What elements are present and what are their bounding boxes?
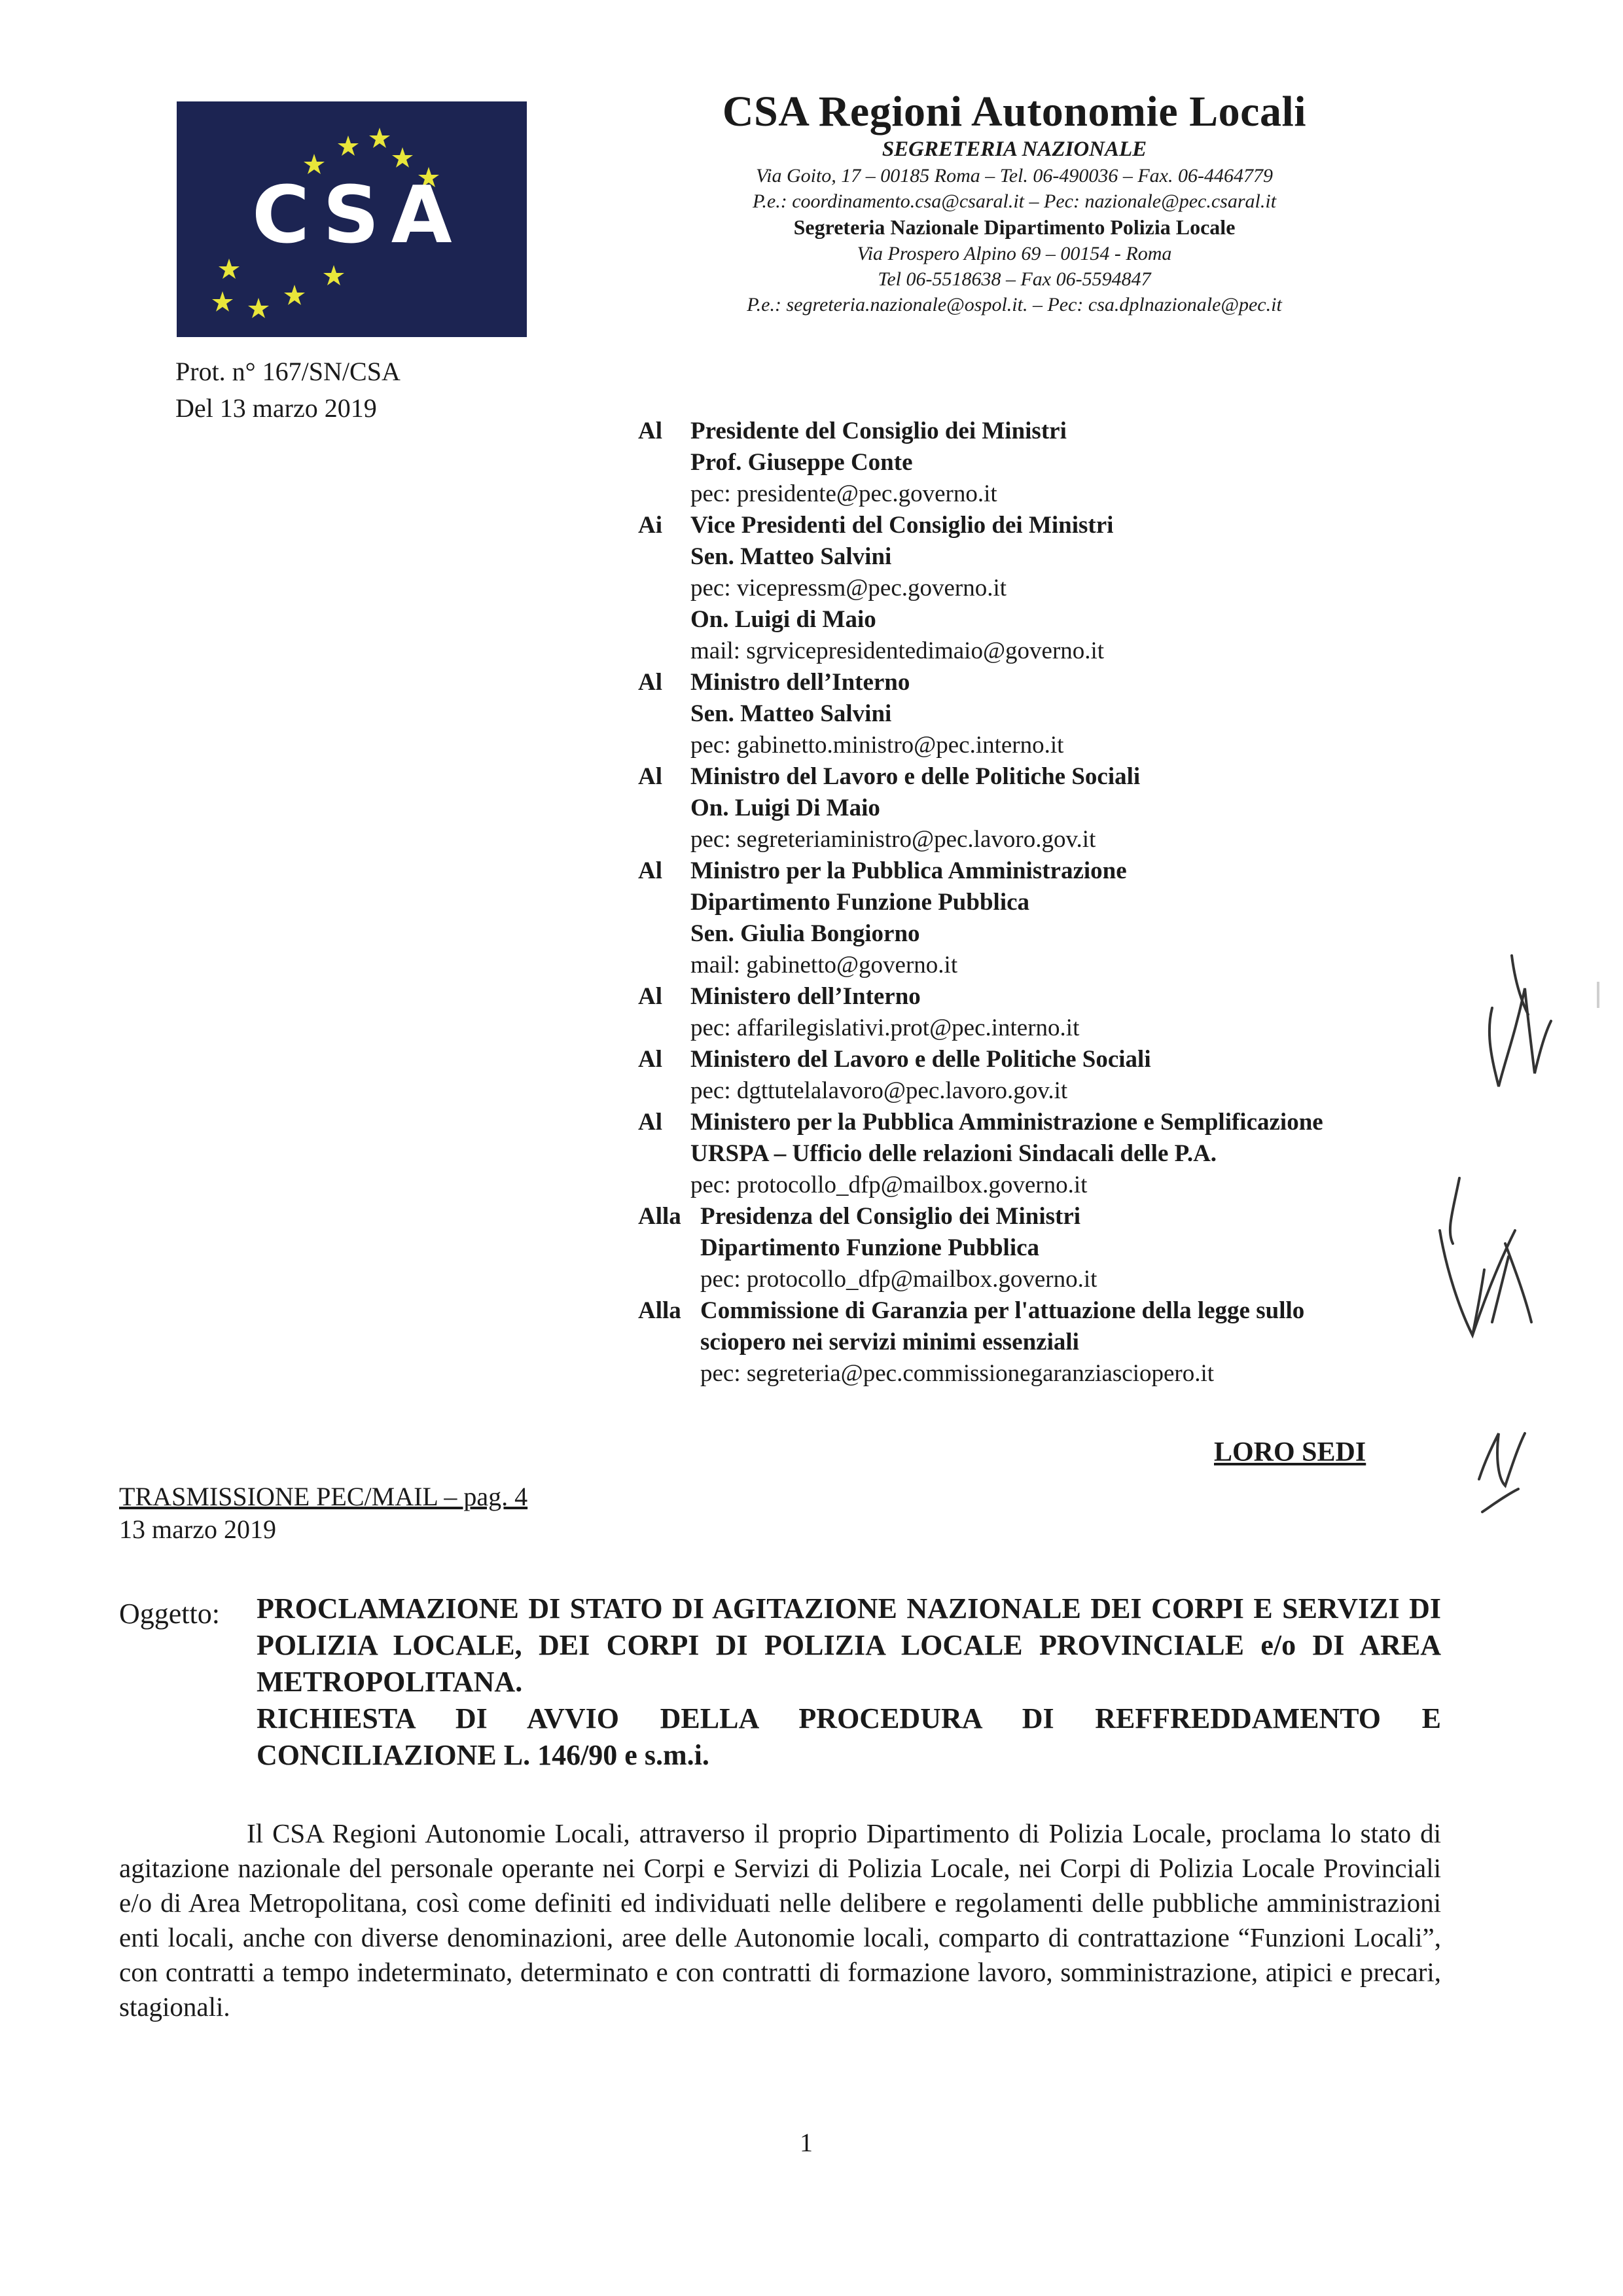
recipient-name: Sen. Matteo Salvini [690, 700, 892, 727]
recipient-address: pec: presidente@pec.governo.it [690, 480, 997, 507]
protocol-number: Prot. n° 167/SN/CSA [175, 357, 401, 386]
recipient-group [638, 1295, 1489, 1390]
protocol-date: Del 13 marzo 2019 [175, 393, 377, 423]
recipient-name: Ministero per la Pubblica Amministrazione e Semplificazione [690, 1109, 1323, 1136]
recipient-prefix: Al [638, 418, 662, 444]
recipient-group [638, 1107, 1489, 1201]
address-line-1: Via Goito, 17 – 00185 Roma – Tel. 06-490036 – Fax. 06-4464779 [756, 164, 1273, 187]
recipient-name: Ministro dell’Interno [690, 669, 910, 696]
recipient-name: On. Luigi di Maio [690, 606, 876, 633]
recipients-list [638, 416, 1489, 1390]
recipient-name: Sen. Giulia Bongiorno [690, 920, 920, 947]
logo-letters: CSA [252, 170, 464, 261]
recipient-prefix: Al [638, 857, 662, 884]
page-number: 1 [800, 2128, 813, 2157]
recipient-name: Sen. Matteo Salvini [690, 543, 892, 570]
handwritten-signature [1400, 903, 1597, 1558]
org-name: CSA Regioni Autonomie Locali [722, 88, 1307, 135]
recipient-address: mail: sgrvicepresidentedimaio@governo.it [690, 637, 1105, 664]
subject-text [257, 1590, 1441, 1774]
subject-line-2: RICHIESTA DI AVVIO DELLA PROCEDURA DI REFFREDDAMENTO E CONCILIAZIONE L. 146/90 e s.m.i. [257, 1702, 1441, 1771]
recipient-address: pec: vicepressm@pec.governo.it [690, 575, 1007, 601]
recipient-group [638, 667, 1489, 761]
csa-logo-graphic [177, 101, 527, 337]
department-name: Segreteria Nazionale Dipartimento Polizia Locale [793, 215, 1236, 239]
address-line-2: Via Prospero Alpino 69 – 00154 - Roma [857, 243, 1172, 265]
recipient-prefix: Al [638, 1046, 662, 1073]
protocol-block [175, 353, 401, 427]
recipient-name: Ministro per la Pubblica Amministrazione [690, 857, 1127, 884]
recipient-address: pec: gabinetto.ministro@pec.interno.it [690, 732, 1064, 759]
recipient-name: On. Luigi Di Maio [690, 795, 880, 821]
recipient-prefix: Al [638, 1109, 662, 1136]
recipient-name: Commissione di Garanzia per l'attuazione della legge sullo [700, 1297, 1305, 1324]
recipient-address: mail: gabinetto@governo.it [690, 952, 958, 978]
recipient-group [638, 855, 1489, 981]
recipient-address: pec: protocollo_dfp@mailbox.governo.it [690, 1172, 1088, 1198]
subject-label: Oggetto: [119, 1598, 220, 1630]
transmission-block [119, 1480, 527, 1546]
recipient-name: Prof. Giuseppe Conte [690, 449, 913, 476]
recipient-name: Presidente del Consiglio dei Ministri [690, 418, 1067, 444]
recipient-name: Dipartimento Funzione Pubblica [690, 889, 1030, 916]
recipient-name: Vice Presidenti del Consiglio dei Ministri [690, 512, 1114, 539]
recipient-name: Dipartimento Funzione Pubblica [700, 1234, 1040, 1261]
scan-mark [1597, 982, 1599, 1008]
recipient-group [638, 981, 1489, 1044]
email-line-1: P.e.: coordinamento.csa@csaral.it – Pec: nazionale@pec.csaral.it [752, 190, 1277, 212]
secretariat-label: SEGRETERIA NAZIONALE [882, 137, 1147, 161]
recipient-address: pec: affarilegislativi.prot@pec.interno.it [690, 1014, 1080, 1041]
csa-logo [177, 101, 527, 337]
subject-line-1: PROCLAMAZIONE DI STATO DI AGITAZIONE NAZIONALE DEI CORPI E SERVIZI DI POLIZIA LOCALE, DEI CORPI DI POLIZIA LOCALE PROVINCIALE e/o DI AREA METROPOLITANA. [257, 1592, 1441, 1698]
recipient-address: pec: segreteriaministro@pec.lavoro.gov.it [690, 826, 1096, 853]
email-line-2: P.e.: segreteria.nazionale@ospol.it. – Pec: csa.dplnazionale@pec.it [747, 294, 1282, 316]
recipient-group [638, 510, 1489, 667]
recipient-name: Presidenza del Consiglio dei Ministri [700, 1203, 1081, 1230]
recipient-name: Ministero dell’Interno [690, 983, 921, 1010]
phone-line-2: Tel 06-5518638 – Fax 06-5594847 [878, 268, 1151, 291]
recipient-name: Ministro del Lavoro e delle Politiche Sociali [690, 763, 1141, 790]
recipient-name: URSPA – Ufficio delle relazioni Sindacali delle P.A. [690, 1140, 1217, 1167]
recipient-address: pec: protocollo_dfp@mailbox.governo.it [700, 1266, 1097, 1293]
recipient-group [638, 761, 1489, 855]
transmission-date: 13 marzo 2019 [119, 1515, 276, 1544]
loro-sedi: LORO SEDI [1214, 1437, 1366, 1467]
recipient-address: pec: dgttutelalavoro@pec.lavoro.gov.it [690, 1077, 1068, 1104]
recipient-name: Ministero del Lavoro e delle Politiche Sociali [690, 1046, 1151, 1073]
recipient-prefix: Alla [638, 1203, 681, 1230]
recipient-name: sciopero nei servizi minimi essenziali [700, 1329, 1079, 1355]
letterhead [589, 88, 1440, 317]
recipient-group [638, 1201, 1489, 1295]
recipient-prefix: Al [638, 669, 662, 696]
recipient-prefix: Al [638, 983, 662, 1010]
recipient-group [638, 1044, 1489, 1107]
recipient-prefix: Alla [638, 1297, 681, 1324]
recipient-prefix: Al [638, 763, 662, 790]
transmission-label: TRASMISSIONE PEC/MAIL – pag. 4 [119, 1482, 528, 1511]
recipient-group [638, 416, 1489, 510]
body-paragraph: Il CSA Regioni Autonomie Locali, attraverso il proprio Dipartimento di Polizia Locale, proclama lo stato di agitazione nazionale del personale operante nei Corpi e Servizi di Polizia Locale, nei Corpi di Polizia Locale Provinciali e/o di Area Metropolitana, così come definiti ed individuati nelle delibere e regolamenti delle pubbliche amministrazioni enti locali, anche con diverse denominazioni, aree delle Autonomie locali, comparto di contrattazione “Funzioni Locali”, con contratti a tempo indeterminato, determinato e con contratti di formazione lavoro, somministrazione, atipici e precari, stagionali. [119, 1818, 1441, 2022]
recipient-prefix: Ai [638, 512, 662, 539]
recipient-address: pec: segreteria@pec.commissionegaranziasciopero.it [700, 1360, 1215, 1387]
